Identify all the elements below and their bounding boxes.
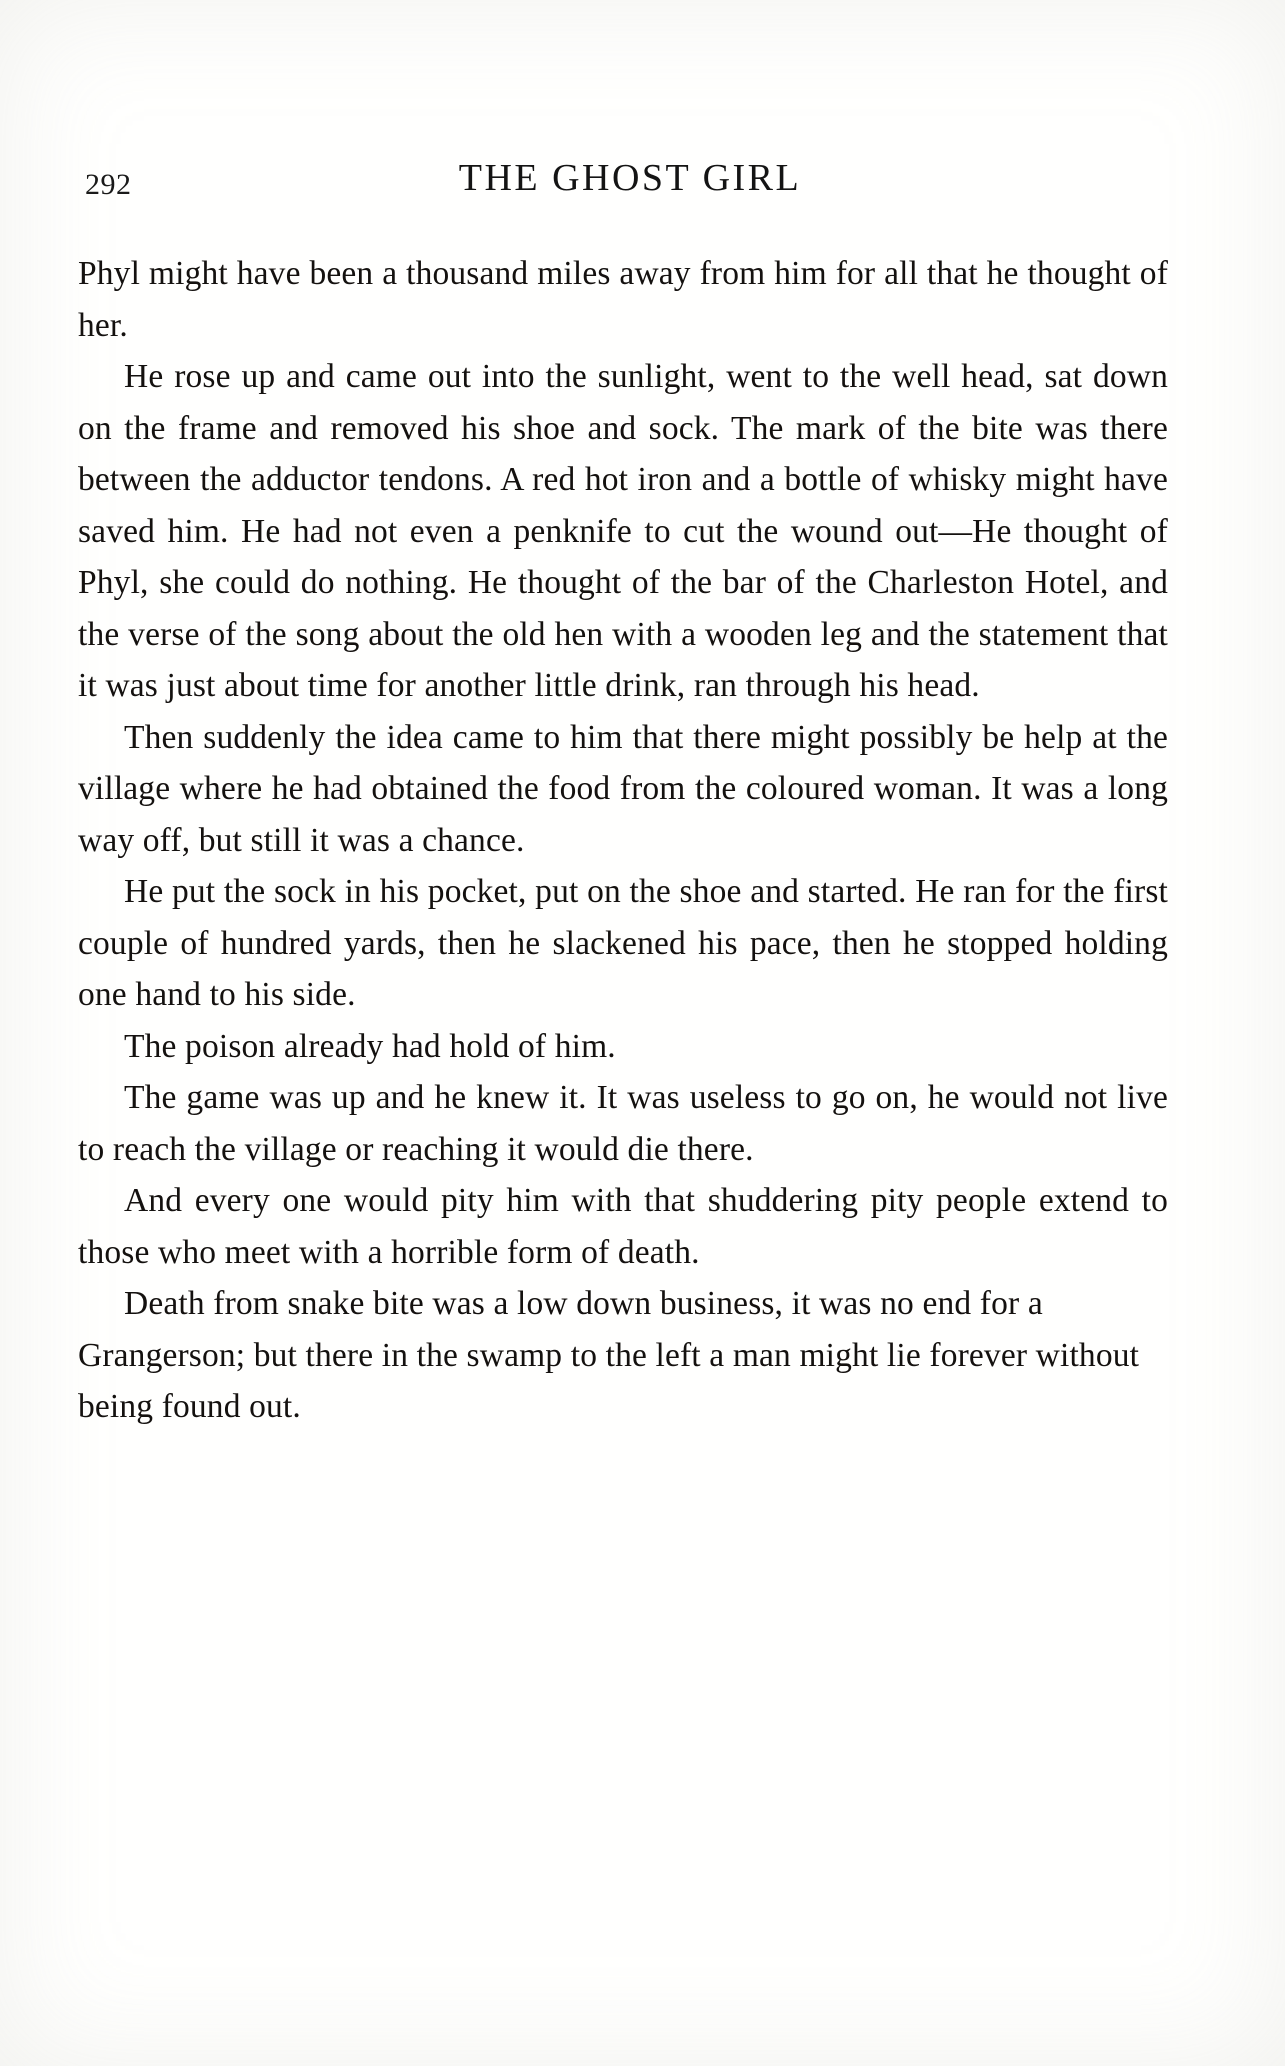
paragraph: Phyl might have been a thousand miles away from him for all that he thought of her. (78, 255, 1168, 344)
paragraph: The poison already had hold of him. (124, 1027, 616, 1065)
page-number: 292 (85, 168, 132, 201)
paragraph: He rose up and came out into the sunlight, went to the well head, sat down on the frame and removed his shoe and sock. The mark of the bite was there between the adductor tendons. A red hot iron and a bottle of whisky might have saved him. He had not even a penknife to cut the wound out—He thought of Phyl, she could do nothing. He thought of the bar of the Charleston Hotel, and the verse of the song about the old hen with a wooden leg and the statement that it was just about time for another little drink, ran through his head. (78, 358, 1168, 704)
page-content (78, 150, 1168, 1433)
paragraph: The game was up and he knew it. It was useless to go on, he would not live to reach the village or reaching it would die there. (78, 1079, 1168, 1168)
paragraph: Death from snake bite was a low down business, it was no end for a Grangerson; but there in the swamp to the left a man might lie forever without being found out. (78, 1285, 1140, 1425)
running-title: THE GHOST GIRL (458, 157, 802, 199)
body-text (78, 248, 1168, 1433)
paragraph: Then suddenly the idea came to him that there might possibly be help at the village where he had obtained the food from the coloured woman. It was a long way off, but still it was a chance. (78, 718, 1168, 859)
paragraph: He put the sock in his pocket, put on the shoe and started. He ran for the first couple of hundred yards, then he slackened his pace, then he stopped holding one hand to his side. (78, 873, 1168, 1013)
paragraph: And every one would pity him with that shuddering pity people extend to those who meet with a horrible form of death. (78, 1182, 1168, 1271)
page-header (78, 150, 1168, 222)
